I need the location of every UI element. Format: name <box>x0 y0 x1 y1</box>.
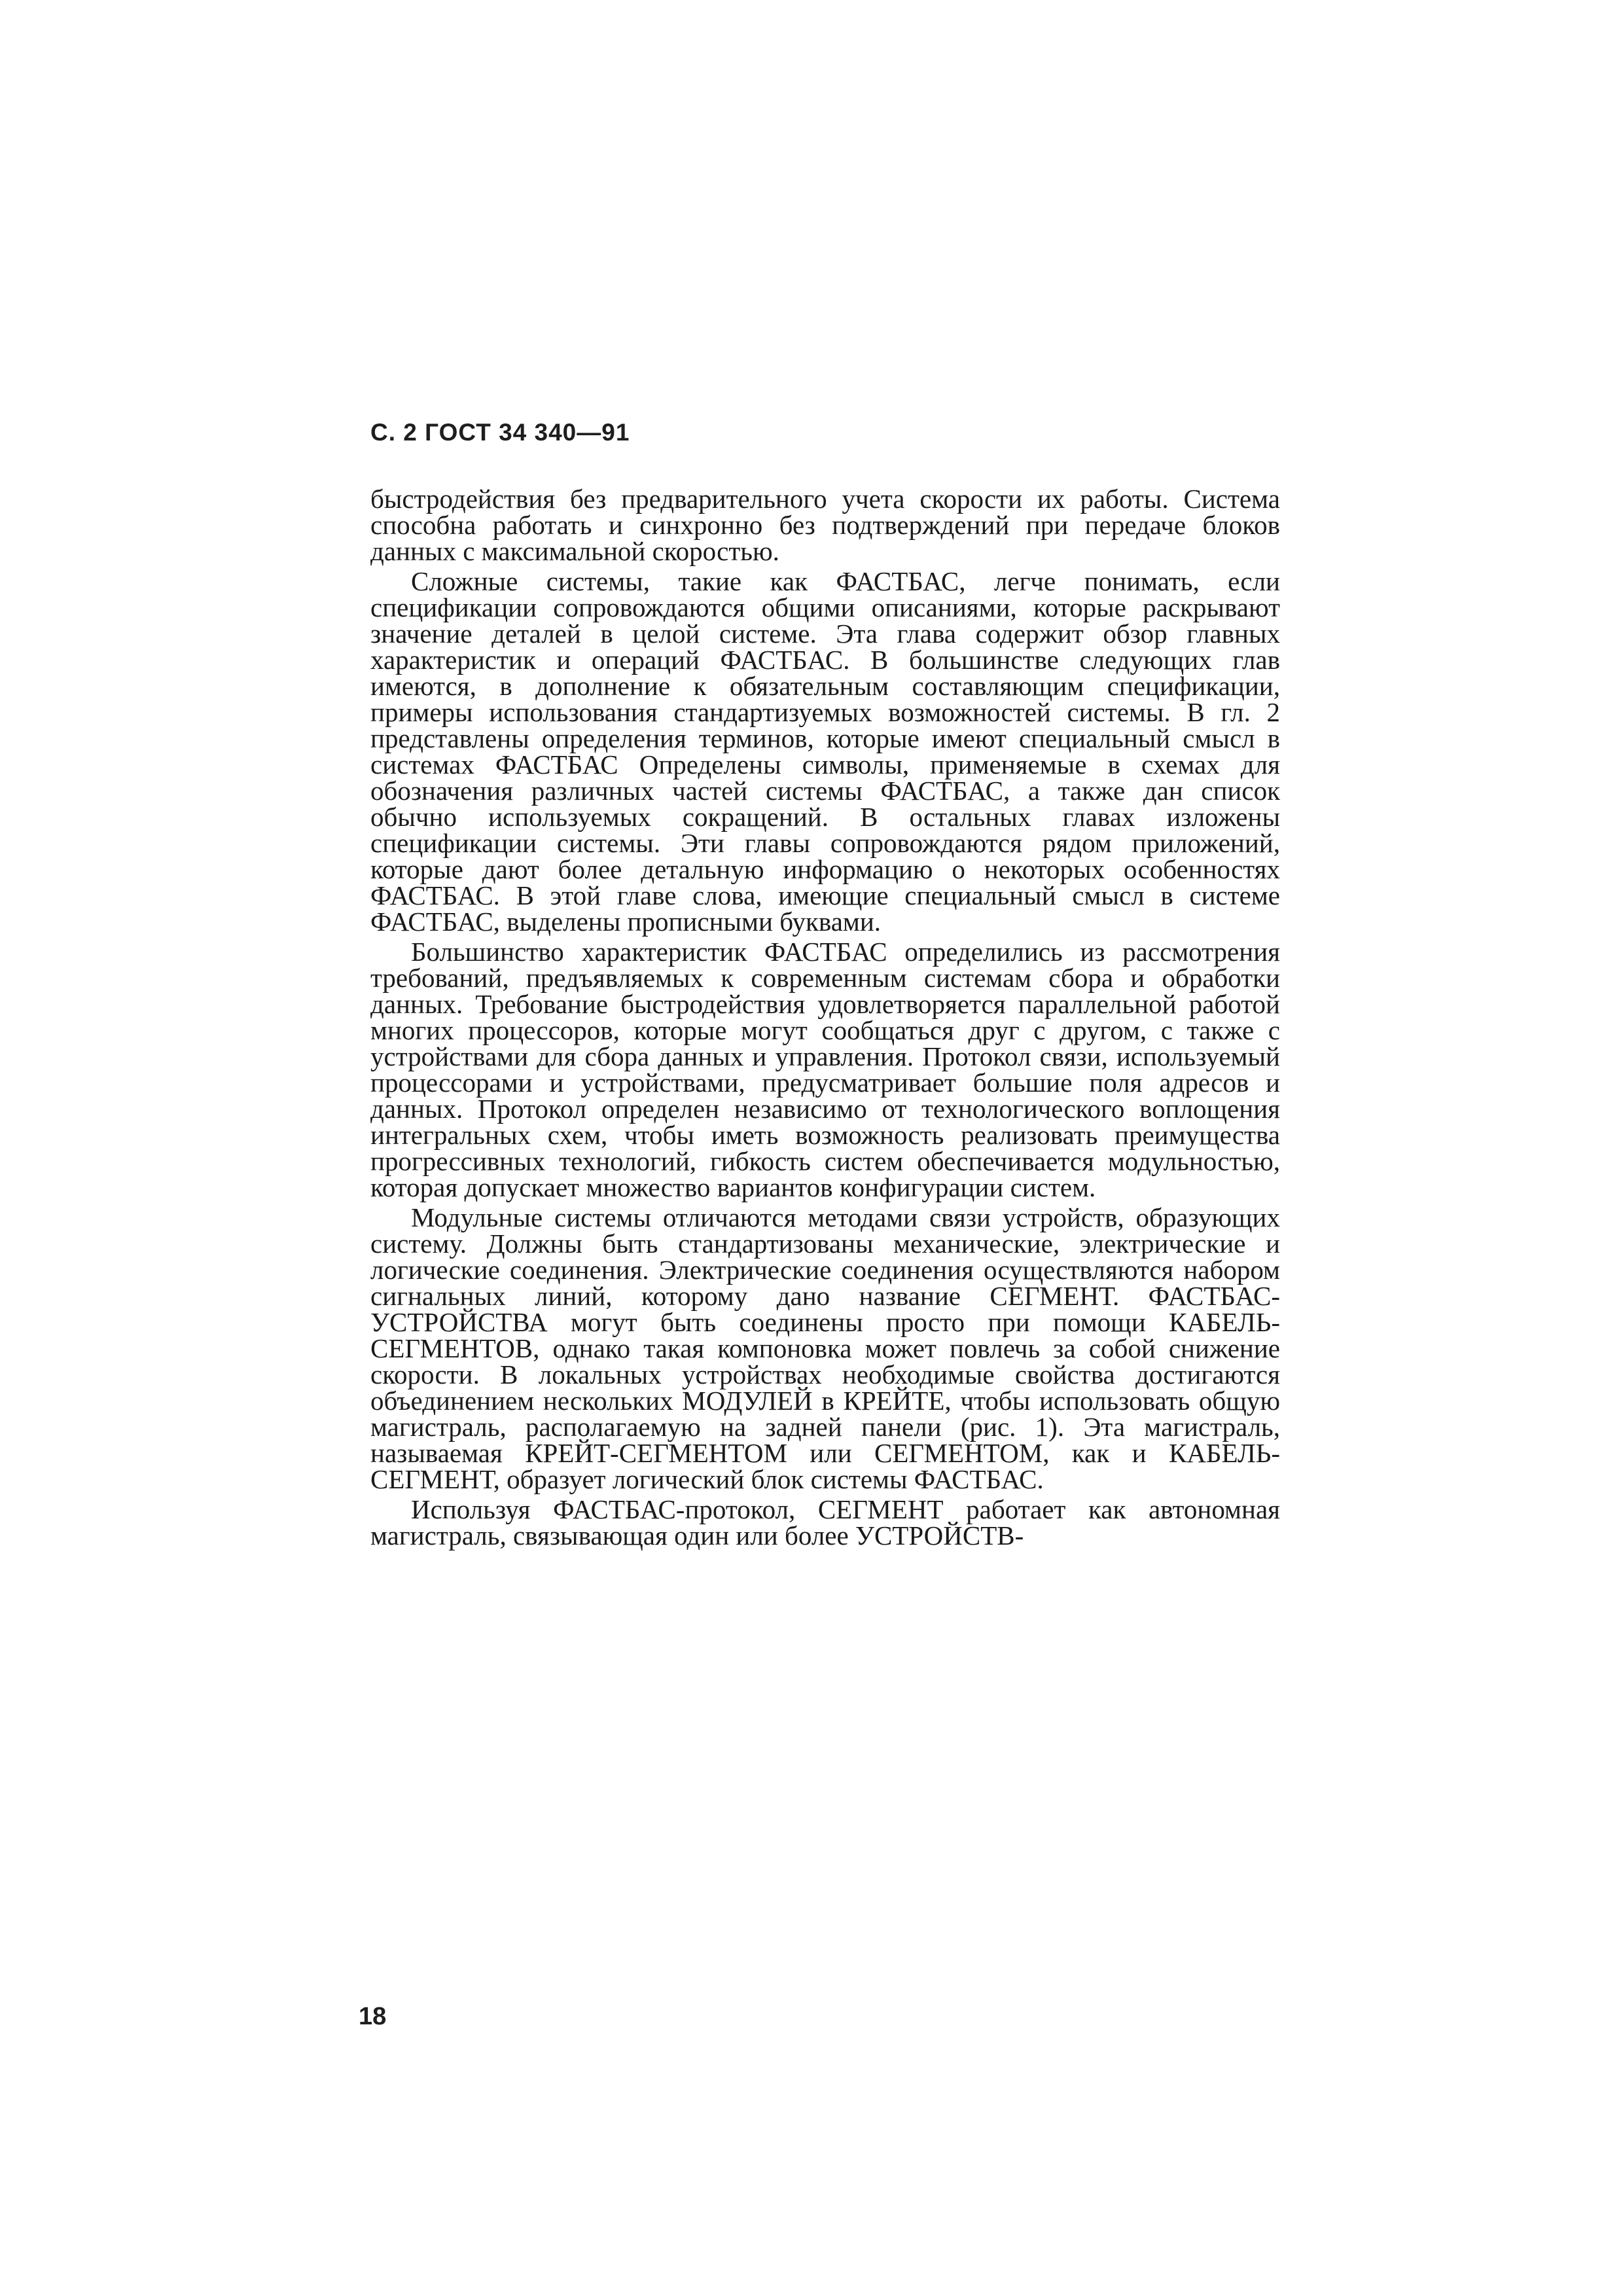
paragraph-continuation: быстродействия без предварительного учета скорости их работы. Система способна работать и синхронно без подтверждений при передаче блоков данных с максимальной скоростью. <box>370 484 1280 566</box>
paragraph-complex-systems: Сложные системы, такие как ФАСТБАС, легче понимать, если спецификации сопровождаются общими описаниями, которые раскрывают значение деталей в целой системе. Эта глава содержит обзор главных характеристик и операций ФАСТБАС. В большинстве следующих глав имеются, в дополнение к обязательным составляющим спецификации, примеры использования стандартизуемых возможностей системы. В гл. 2 представлены определения терминов, которые имеют специальный смысл в системах ФАСТБАС Определены символы, применяемые в схемах для обозначения различных частей системы ФАСТБАС, а также дан список обычно используемых сокращений. В остальных главах изложены спецификации системы. Эти главы сопровождаются рядом приложений, которые дают более детальную информацию о некоторых особенностях ФАСТБАС. В этой главе слова, имеющие специальный смысл в системе ФАСТБАС, выделены прописными буквами. <box>370 566 1280 937</box>
page-number: 18 <box>359 2003 387 2030</box>
body-text <box>370 486 1280 1552</box>
running-header: С. 2 ГОСТ 34 340—91 <box>370 419 630 446</box>
paragraph-modular-systems: Модульные системы отличаются методами связи устройств, образующих систему. Должны быть стандартизованы механические, электрические и логические соединения. Электрические соединения осуществляются набором сигнальных линий, которому дано название СЕГМЕНТ. ФАСТБАС-УСТРОЙСТВА могут быть соединены просто при помощи КАБЕЛЬ-СЕГМЕНТОВ, однако такая компоновка может повлечь за собой снижение скорости. В локальных устройствах необходимые свойства достигаются объединением нескольких МОДУЛЕЙ в КРЕЙТЕ, чтобы использовать общую магистраль, располагаемую на задней панели (рис. 1). Эта магистраль, называемая КРЕЙТ-СЕГМЕНТОМ или СЕГМЕНТОМ, как и КАБЕЛЬ-СЕГМЕНТ, образует логический блок системы ФАСТБАС. <box>370 1202 1280 1494</box>
paragraph-protocol: Используя ФАСТБАС-протокол, СЕГМЕНТ работает как автономная магистраль, связывающая один или более УСТРОЙСТВ- <box>370 1494 1280 1551</box>
paragraph-characteristics: Большинство характеристик ФАСТБАС определились из рассмотрения требований, предъявляемых к современным системам сбора и обработки данных. Требование быстродействия удовлетворяется параллельной работой многих процессоров, которые могут сообщаться друг с другом, с также с устройствами для сбора данных и управления. Протокол связи, используемый процессорами и устройствами, предусматривает большие поля адресов и данных. Протокол определен независимо от технологического воплощения интегральных схем, чтобы иметь возможность реализовать преимущества прогрессивных технологий, гибкость систем обеспечивается модульностью, которая допускает множество вариантов конфигурации систем. <box>370 937 1280 1202</box>
